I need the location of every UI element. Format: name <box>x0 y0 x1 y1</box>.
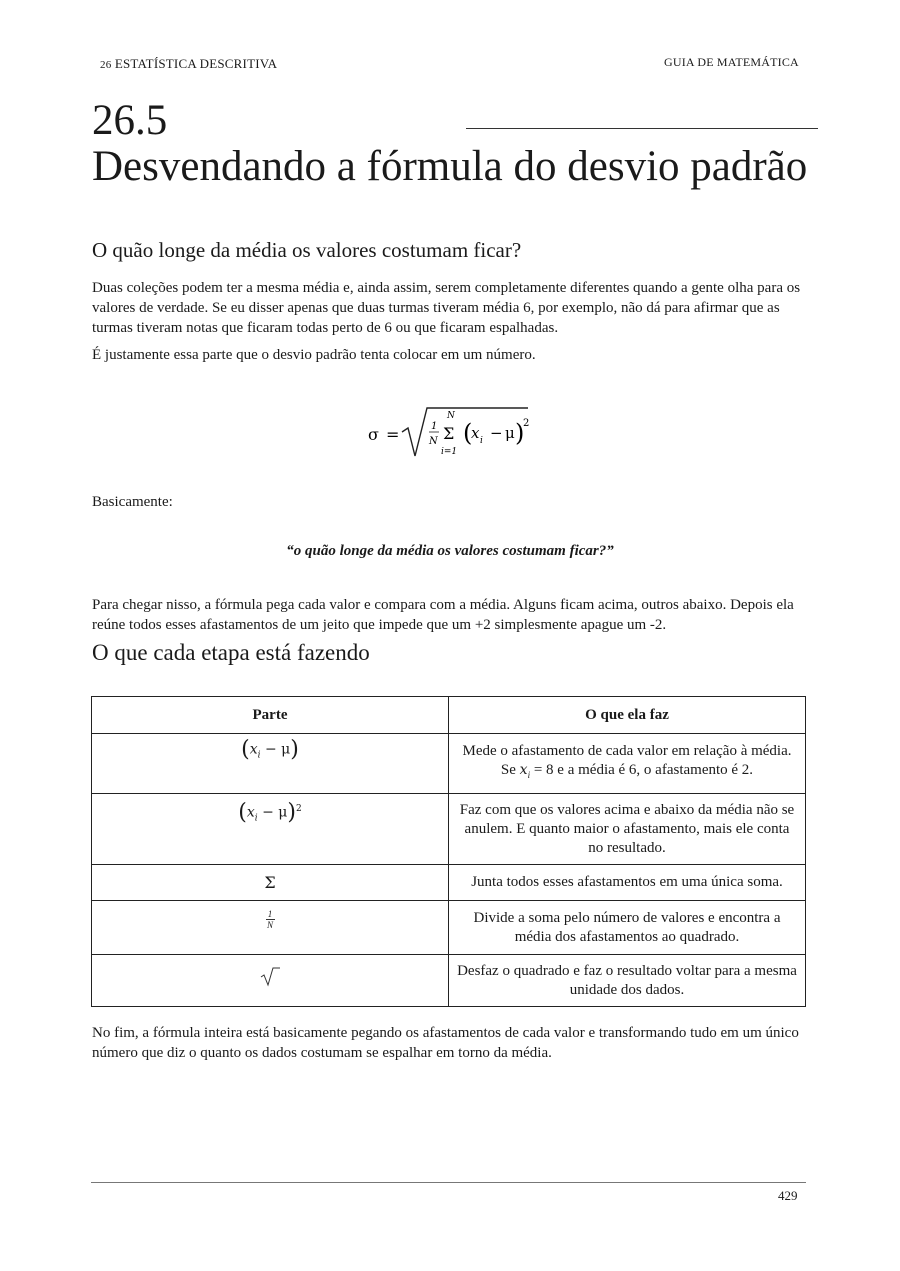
paragraph-intro: Duas coleções podem ter a mesma média e, ainda assim, serem completamente diferentes quando a gente olha para os valores de verdade. Se eu disser apenas que duas turmas tiveram média 6, por exemplo, não dá para afirmar que as turmas tiveram notas que ficaram todas perto de 6 ou que ficaram espalhadas. <box>92 280 801 336</box>
formula-close-paren: ) <box>515 419 525 447</box>
fraction-denominator: N <box>266 920 273 930</box>
description-deviation <box>449 734 806 794</box>
column-header-description: O que ela faz <box>449 697 806 734</box>
formula-parts-table <box>91 696 806 1007</box>
part-squared-deviation: $(x_i - \mu)^2$ <box>92 794 449 865</box>
description-x-index: i <box>527 770 531 780</box>
paragraph-purpose: É justamente essa parte que o desvio padrão tenta colocar em um número. <box>92 347 536 363</box>
key-question-quote: “o quão longe da média os valores costumam ficar?” <box>286 543 614 559</box>
table-row <box>92 955 806 1007</box>
part-x: x <box>246 804 255 821</box>
chapter-title: ESTATÍSTICA DESCRITIVA <box>114 56 278 71</box>
formula-sum-lower: i=1 <box>441 447 458 457</box>
part-mu: μ <box>278 804 288 821</box>
part-x-index: i <box>257 750 261 761</box>
book-title: GUIA DE MATEMÁTICA <box>664 55 799 69</box>
table-heading: O que cada etapa está fazendo <box>92 640 370 665</box>
table-row <box>92 865 806 901</box>
part-x: x <box>249 741 258 758</box>
description-squared: Faz com que os valores acima e abaixo da média não se anulem. E quanto maior o afastamento, mais ele conta no resultado. <box>449 794 806 865</box>
description-text-end: = 8 e a média é 6, o afastamento é 2. <box>530 762 754 778</box>
formula-x-index: i <box>480 436 483 446</box>
description-average: Divide a soma pelo número de valores e encontra a média dos afastamentos ao quadrado. <box>449 901 806 955</box>
formula-sum-upper: N <box>447 411 455 421</box>
page-number: 429 <box>778 1188 798 1203</box>
description-x: x <box>519 762 528 778</box>
part-deviation: $(x_i - \mu)$ <box>92 734 449 794</box>
running-header-left <box>100 56 277 72</box>
title-rule <box>466 128 818 129</box>
fraction-one-over-n <box>266 909 275 930</box>
description-sum: Junta todos esses afastamentos em uma única soma. <box>449 865 806 901</box>
paragraph-conclusion: No fim, a fórmula inteira está basicamente pegando os afastamentos de cada valor e transformando tudo em um único número que diz o quanto os dados costumam se espalhar em torno da média. <box>92 1025 799 1061</box>
part-mu: μ <box>281 741 291 758</box>
square-root-icon <box>259 965 281 987</box>
description-text: Mede o afastamento de cada valor em relação à média. Se <box>462 743 792 778</box>
formula-fraction-denominator: N <box>429 436 438 447</box>
formula-sum: Σ <box>443 424 455 443</box>
table-header-row <box>92 697 806 734</box>
formula-sigma: σ <box>368 425 379 444</box>
section-number: 26.5 <box>92 97 168 144</box>
part-sum: Σ <box>92 865 449 901</box>
part-x-index: i <box>254 813 258 824</box>
formula-minus: − <box>490 424 503 442</box>
part-square-root <box>92 955 449 1007</box>
basically-label: Basicamente: <box>92 494 173 510</box>
standard-deviation-formula <box>360 398 540 468</box>
formula-exponent: 2 <box>523 418 530 429</box>
formula-equals: = <box>386 425 400 444</box>
column-header-part: Parte <box>92 697 449 734</box>
formula-fraction-numerator: 1 <box>431 421 438 432</box>
table-row <box>92 734 806 794</box>
fraction-numerator: 1 <box>267 909 273 919</box>
part-fraction <box>92 901 449 955</box>
part-minus: − <box>264 741 277 758</box>
section-title: Desvendando a fórmula do desvio padrão <box>92 143 808 190</box>
part-exponent: 2 <box>296 804 302 814</box>
formula-open-paren: ( <box>463 419 473 447</box>
section-subtitle: O quão longe da média os valores costumam ficar? <box>92 238 522 262</box>
paragraph-method: Para chegar nisso, a fórmula pega cada valor e compara com a média. Alguns ficam acima, outros abaixo. Depois ela reúne todos esses afastamentos de um jeito que impede que um +2 simplesmente apague um -2. <box>92 597 794 633</box>
chapter-number: 26 <box>100 59 112 71</box>
footer-rule <box>91 1182 806 1183</box>
table-row <box>92 901 806 955</box>
description-root: Desfaz o quadrado e faz o resultado voltar para a mesma unidade dos dados. <box>449 955 806 1007</box>
formula-mu: μ <box>505 424 515 442</box>
part-minus: − <box>262 804 274 821</box>
formula-x: x <box>471 424 480 442</box>
table-row <box>92 794 806 865</box>
